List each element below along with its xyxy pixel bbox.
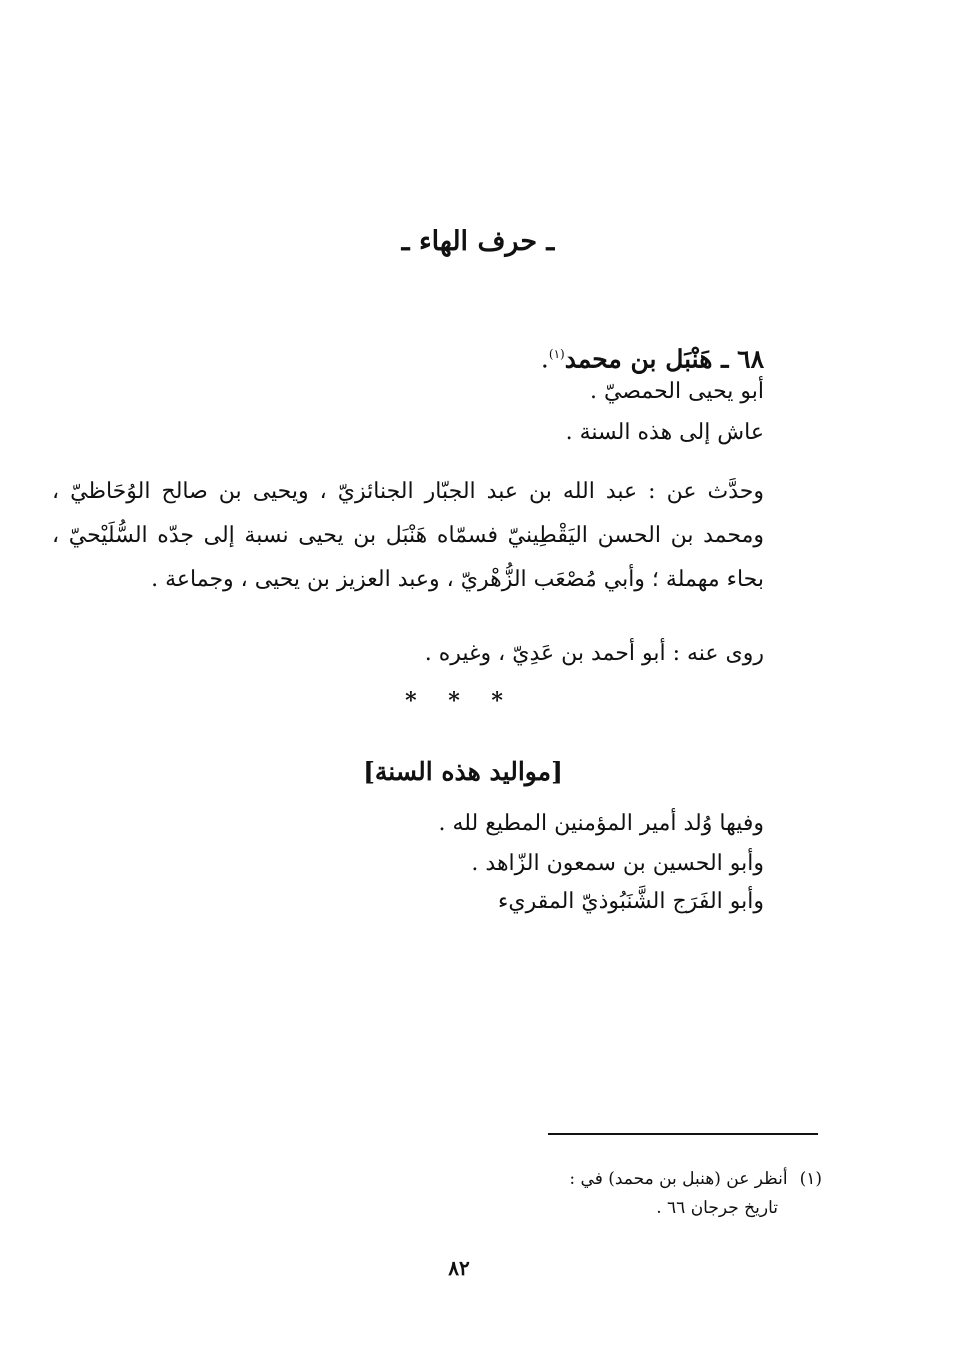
entry-lived-line: عاش إلى هذه السنة . [565,420,764,445]
section-title: ـ حرف الهاء ـ [401,226,555,257]
entry-heading [541,336,764,377]
births-line: وفيها وُلد أمير المؤمنين المطيع لله . [438,811,764,836]
page-number: ٨٢ [448,1256,470,1280]
narrated-by-line: روى عنه : أبو أحمد بن عَدِيّ ، وغيره . [424,641,764,666]
narrated-from-paragraph: وحدَّث عن : عبد الله بن عبد الجبّار الجنائزيّ ، ويحيى بن صالح الوُحَاظيّ ، ومحمد بن الحسن اليَقْطِينيّ فسمّاه هَنْبَل بن يحيى نسبة إلى جدّه السُّلَيْحيّ ، بحاء مهملة ؛ وأبي مُصْعَب الزُّهْريّ ، وعبد العزيز بن يحيى ، وجماعة . [52,479,764,592]
births-line: وأبو الفَرَج الشَّنَبُوذيّ المقريء [498,889,764,914]
footnote-divider [548,1133,818,1135]
entry-number-name: ٦٨ ـ هَنْبَل بن محمد [564,344,764,374]
entry-end-dot: . [540,344,549,374]
births-line: وأبو الحسين بن سمعون الزّاهد . [471,851,764,876]
section-separator: * * * [405,688,515,714]
entry-kunya-line: أبو يحيى الحمصيّ . [589,379,764,404]
footnote-reference: (١) [548,347,565,361]
births-heading: [مواليد هذه السنة] [363,757,563,786]
footnote-line [569,1165,822,1193]
footnote-number: (١) [799,1169,822,1189]
footnote-text: أنظر عن (هنبل بن محمد) في : [569,1169,788,1189]
footnote-source: تاريخ جرجان ٦٦ . [656,1198,778,1218]
